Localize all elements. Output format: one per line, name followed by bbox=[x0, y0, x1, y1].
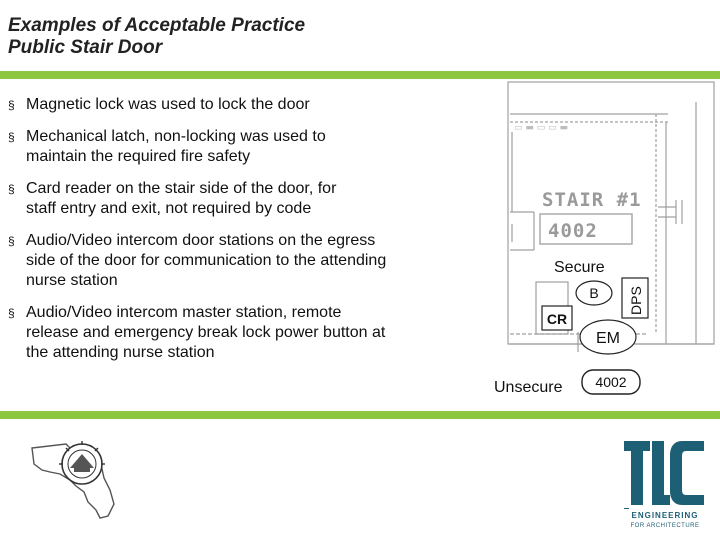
bullet-text: Mechanical latch, non-locking was used to maintain the required fire safety bbox=[26, 128, 326, 165]
bullet-item-intercom-stations bbox=[8, 231, 388, 291]
bullet-item-card-reader bbox=[8, 179, 368, 219]
unsecure-label: Unsecure bbox=[494, 379, 563, 396]
bullet-text: Audio/Video intercom master station, remote release and emergency break lock power button at the attending nurse station bbox=[26, 304, 386, 361]
slide-title bbox=[8, 15, 305, 59]
bullet-item-magnetic-lock bbox=[8, 95, 398, 115]
tlc-logo-line-2: FOR ARCHITECTURE bbox=[630, 523, 700, 529]
stair-label: STAIR #1 bbox=[542, 189, 642, 211]
bullet-marker: § bbox=[8, 98, 15, 112]
bullet-item-mechanical-latch bbox=[8, 127, 388, 167]
b-button-label: B bbox=[589, 285, 599, 301]
bottom-divider bbox=[0, 411, 720, 419]
bullet-marker: § bbox=[8, 306, 15, 320]
tlc-logo bbox=[622, 437, 708, 529]
bullet-text: Card reader on the stair side of the door, for staff entry and exit, not required by code bbox=[26, 180, 337, 217]
em-lock-label: EM bbox=[596, 330, 620, 347]
slide-title-line-1: Examples of Acceptable Practice bbox=[8, 15, 306, 36]
dps-label: DPS bbox=[628, 286, 644, 315]
room-number: 4002 bbox=[548, 220, 598, 242]
bullet-item-master-station bbox=[8, 303, 393, 363]
slide-title-line-2: Public Stair Door bbox=[8, 37, 163, 58]
secure-label: Secure bbox=[554, 259, 605, 276]
stair-door-floor-plan bbox=[494, 82, 718, 400]
bullet-text: Magnetic lock was used to lock the door bbox=[26, 96, 310, 113]
tlc-logo-line-1: ENGINEERING bbox=[631, 511, 699, 520]
tlc-letter-c-icon bbox=[670, 441, 704, 505]
bullet-text: Audio/Video intercom door stations on the egress side of the door for communication to the attending nurse station bbox=[26, 232, 387, 289]
bullet-marker: § bbox=[8, 130, 15, 144]
bullet-list bbox=[8, 95, 398, 375]
plan-faint-mark: ▭ ▬ ▭ ▭ ▬ bbox=[514, 123, 568, 133]
door-tag: 4002 bbox=[595, 374, 627, 390]
bullet-marker: § bbox=[8, 234, 15, 248]
tlc-letter-t-icon bbox=[624, 441, 650, 451]
top-divider bbox=[0, 71, 720, 79]
state-seal-logo bbox=[30, 430, 130, 525]
bullet-marker: § bbox=[8, 182, 15, 196]
card-reader-label: CR bbox=[546, 311, 568, 327]
